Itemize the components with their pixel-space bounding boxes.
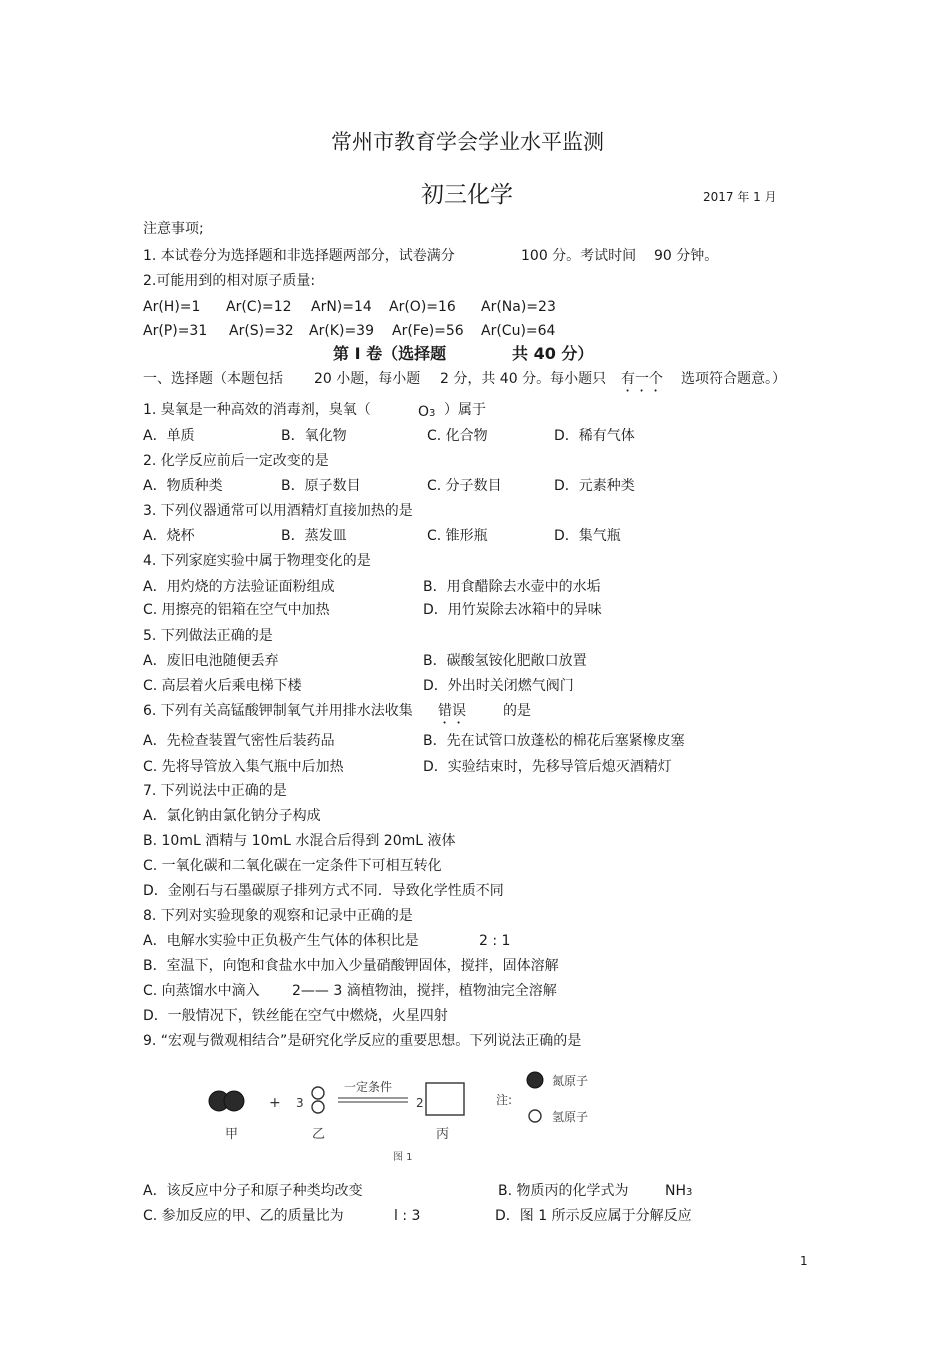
figure-caption: 图 1: [393, 1152, 413, 1163]
molecule-b-atom-2: [312, 1101, 324, 1113]
q2-option-c: C. 分子数目: [427, 478, 502, 494]
q4-option-b: B．用食醋除去水壶中的水垢: [423, 579, 601, 595]
q2-option-a: A．物质种类: [143, 478, 223, 494]
q5-option-b: B．碳酸氢铵化肥敞口放置: [423, 653, 587, 669]
q2-option-d: D．元素种类: [554, 478, 635, 494]
q6-option-d: D．实验结束时，先移导管后熄灭酒精灯: [423, 759, 672, 775]
q6-option-c: C. 先将导管放入集气瓶中后加热: [143, 759, 344, 775]
q5-option-c: C. 高层着火后乘电梯下楼: [143, 678, 302, 694]
q7-stem: 7. 下列说法中正确的是: [143, 783, 287, 799]
reaction-condition: 一定条件: [344, 1080, 393, 1094]
q3-option-c: C. 锥形瓶: [427, 528, 488, 544]
label-yi: 乙: [312, 1127, 326, 1142]
notice-item-1a: 1. 本试卷分为选择题和非选择题两部分，试卷满分: [143, 248, 455, 264]
notice-item-1c: 90 分钟。: [654, 248, 719, 264]
instructions-e: 选项符合题意。）: [681, 371, 786, 387]
instructions-b: 20 小题，每小题: [314, 371, 421, 387]
q7-option-c: C. 一氧化碳和二氧化碳在一定条件下可相互转化: [143, 858, 442, 874]
notice-item-1b: 100 分。考试时间: [521, 248, 637, 264]
q4-stem: 4. 下列家庭实验中属于物理变化的是: [143, 553, 371, 569]
q4-option-d: D．用竹炭除去冰箱中的异味: [423, 602, 602, 618]
plus-sign: +: [269, 1095, 281, 1111]
mass-k: Ar(K)=39: [309, 323, 374, 339]
label-jia: 甲: [225, 1127, 239, 1142]
q4-option-a: A．用灼烧的方法验证面粉组成: [143, 579, 335, 595]
page-number: 1: [800, 1254, 808, 1268]
q6-stem-a: 6. 下列有关高锰酸钾制氧气并用排水法收集: [143, 703, 413, 719]
q3-stem: 3. 下列仪器通常可以用酒精灯直接加热的是: [143, 503, 413, 519]
notice-item-2: 2.可能用到的相对原子质量:: [143, 273, 316, 289]
mass-fe: Ar(Fe)=56: [392, 323, 464, 339]
mass-s: Ar(S)=32: [229, 323, 294, 339]
reaction-diagram: [200, 1060, 620, 1170]
q3-option-d: D．集气瓶: [554, 528, 621, 544]
q8-option-c-a: C. 向蒸馏水中滴入: [143, 983, 260, 999]
legend-nitrogen: 氮原子: [552, 1074, 589, 1088]
legend-hydrogen: 氢原子: [552, 1110, 589, 1124]
molecule-a-atom-2: [224, 1091, 244, 1111]
q5-option-d: D．外出时关闭燃气阀门: [423, 678, 574, 694]
q9-option-c-ratio: l : 3: [394, 1208, 421, 1224]
exam-title: 常州市教育学会学业水平监测: [331, 130, 604, 154]
q9-stem: 9. “宏观与微观相结合”是研究化学反应的重要思想。下列说法正确的是: [143, 1033, 582, 1049]
q1-option-d: D．稀有气体: [554, 428, 635, 444]
q7-option-b: B. 10mL 酒精与 10mL 水混合后得到 20mL 液体: [143, 833, 456, 849]
q4-option-c: C. 用擦亮的铝箱在空气中加热: [143, 602, 330, 618]
coefficient-c: 2: [416, 1096, 424, 1110]
mass-cu: Ar(Cu)=64: [481, 323, 556, 339]
q8-option-a: A．电解水实验中正负极产生气体的体积比是: [143, 933, 419, 949]
mass-n: ArN)=14: [311, 299, 372, 315]
product-box: [426, 1083, 464, 1115]
nitrogen-atom-icon: [527, 1072, 543, 1088]
exam-date: 2017 年 1 月: [703, 190, 777, 204]
q6-option-b: B．先在试管口放蓬松的棉花后塞紧橡皮塞: [423, 733, 685, 749]
q6-option-a: A．先检查装置气密性后装药品: [143, 733, 335, 749]
q1-formula: O3: [418, 404, 436, 420]
q2-stem: 2. 化学反应前后一定改变的是: [143, 453, 329, 469]
q8-option-a-ratio: 2 : 1: [479, 933, 511, 949]
molecule-b-atom-1: [312, 1087, 324, 1099]
q7-option-a: A．氯化钠由氯化钠分子构成: [143, 808, 321, 824]
label-bing: 丙: [436, 1127, 450, 1142]
q3-option-a: A．烧杯: [143, 528, 195, 544]
mass-h: Ar(H)=1: [143, 299, 201, 315]
q1-option-c: C. 化合物: [427, 428, 488, 444]
hydrogen-atom-icon: [529, 1110, 541, 1122]
q5-option-a: A．废旧电池随便丢弃: [143, 653, 279, 669]
instructions-c: 2 分，共 40 分。每小题只: [440, 371, 607, 387]
section-title-a: 第 I 卷（选择题: [333, 344, 447, 363]
instructions-emphasis: 有一个: [621, 371, 663, 387]
q6-stem-emphasis: 错误: [438, 703, 466, 719]
mass-o: Ar(O)=16: [389, 299, 456, 315]
exam-subtitle: 初三化学: [421, 182, 513, 208]
q8-option-b: B．室温下，向饱和食盐水中加入少量硝酸钾固体，搅拌，固体溶解: [143, 958, 559, 974]
q7-option-d: D．金刚石与石墨碳原子排列方式不同．导致化学性质不同: [143, 883, 504, 899]
q9-option-b: B. 物质丙的化学式为: [498, 1183, 629, 1199]
q1-option-b: B．氧化物: [281, 428, 347, 444]
q1-option-a: A．单质: [143, 428, 195, 444]
q8-option-d: D．一般情况下，铁丝能在空气中燃烧，火星四射: [143, 1008, 448, 1024]
q6-stem-c: 的是: [503, 703, 531, 719]
mass-c: Ar(C)=12: [226, 299, 292, 315]
mass-na: Ar(Na)=23: [481, 299, 556, 315]
q8-stem: 8. 下列对实验现象的观察和记录中正确的是: [143, 908, 413, 924]
coefficient-b: 3: [296, 1096, 304, 1110]
q3-option-b: B．蒸发皿: [281, 528, 347, 544]
q1-stem: 1. 臭氧是一种高效的消毒剂，臭氧（: [143, 402, 371, 418]
q9-option-d: D．图 1 所示反应属于分解反应: [495, 1208, 692, 1224]
section-title-b: 共 40 分）: [512, 344, 594, 363]
q8-option-c-b: 2—— 3 滴植物油，搅拌，植物油完全溶解: [292, 983, 557, 999]
q1-tail: ）属于: [444, 402, 486, 418]
q9-option-b-formula: NH3: [665, 1183, 693, 1199]
legend-note: 注:: [496, 1093, 513, 1107]
q5-stem: 5. 下列做法正确的是: [143, 628, 273, 644]
q2-option-b: B．原子数目: [281, 478, 361, 494]
q9-option-a: A．该反应中分子和原子种类均改变: [143, 1183, 363, 1199]
mass-p: Ar(P)=31: [143, 323, 208, 339]
notice-heading: 注意事项;: [143, 221, 204, 237]
q9-option-c: C. 参加反应的甲、乙的质量比为: [143, 1208, 344, 1224]
instructions-a: 一、选择题（本题包括: [143, 371, 283, 387]
